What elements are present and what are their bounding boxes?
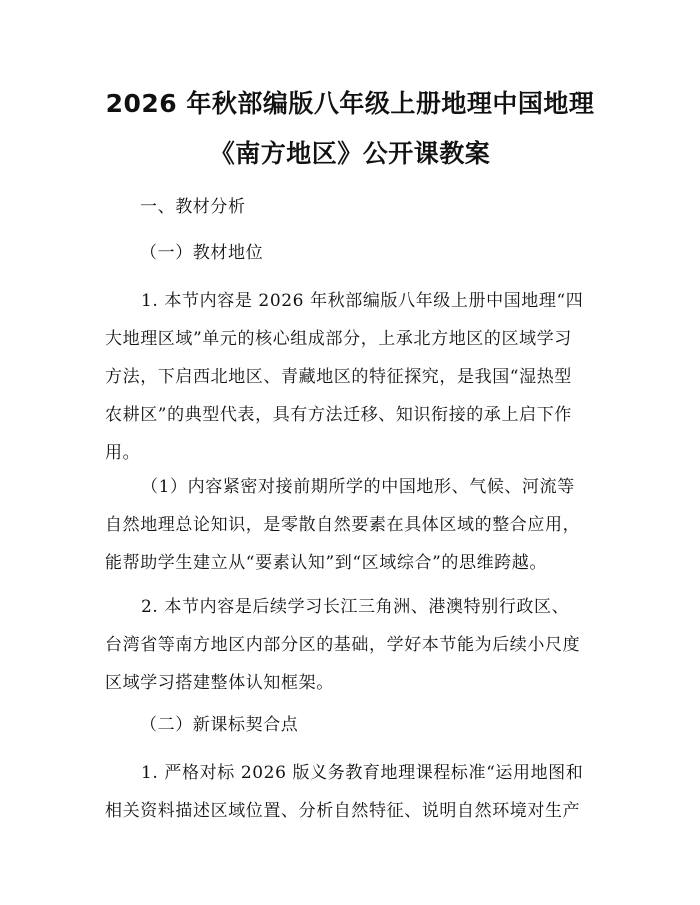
document-title-line-2: 《南方地区》公开课教案	[209, 139, 491, 168]
paragraph-1-line: 用。	[105, 443, 141, 463]
paragraph-2-line: 能帮助学生建立从“要素认知”到“区域综合”的思维跨越。	[105, 553, 547, 573]
paragraph-3-line: 2. 本节内容是后续学习长江三角洲、港澳特别行政区、	[141, 597, 570, 617]
paragraph-3	[105, 588, 595, 702]
paragraph-1-line: 1. 本节内容是 2026 年秋部编版八年级上册中国地理“四	[141, 291, 584, 311]
paragraph-1	[105, 282, 595, 472]
paragraph-4	[105, 754, 595, 830]
section-heading-textbook-analysis: 一、教材分析	[140, 197, 246, 217]
paragraph-1-line: 方法，下启西北地区、青藏地区的特征探究，是我国“湿热型	[105, 367, 572, 387]
subsection-heading-textbook-position: （一）教材地位	[140, 243, 264, 263]
paragraph-2-line: 自然地理总论知识，是零散自然要素在具体区域的整合应用，	[105, 515, 581, 535]
paragraph-2	[105, 468, 595, 582]
document-title-line-1: 2026 年秋部编版八年级上册地理中国地理	[105, 89, 595, 118]
paragraph-4-line: 相关资料描述区域位置、分析自然特征、说明自然环境对生产	[105, 801, 581, 821]
paragraph-1-line: 大地理区域”单元的核心组成部分，上承北方地区的区域学习	[105, 329, 572, 349]
paragraph-3-line: 台湾省等南方地区内部分区的基础，学好本节能为后续小尺度	[105, 635, 581, 655]
subsection-heading-new-curriculum: （二）新课标契合点	[140, 715, 299, 735]
paragraph-1-line: 农耕区”的典型代表，具有方法迁移、知识衔接的承上启下作	[105, 405, 572, 425]
paragraph-4-line: 1. 严格对标 2026 版义务教育地理课程标准“运用地图和	[141, 763, 584, 783]
paragraph-3-line: 区域学习搭建整体认知框架。	[105, 673, 334, 693]
paragraph-2-line: （1）内容紧密对接前期所学的中国地形、气候、河流等	[141, 477, 575, 497]
